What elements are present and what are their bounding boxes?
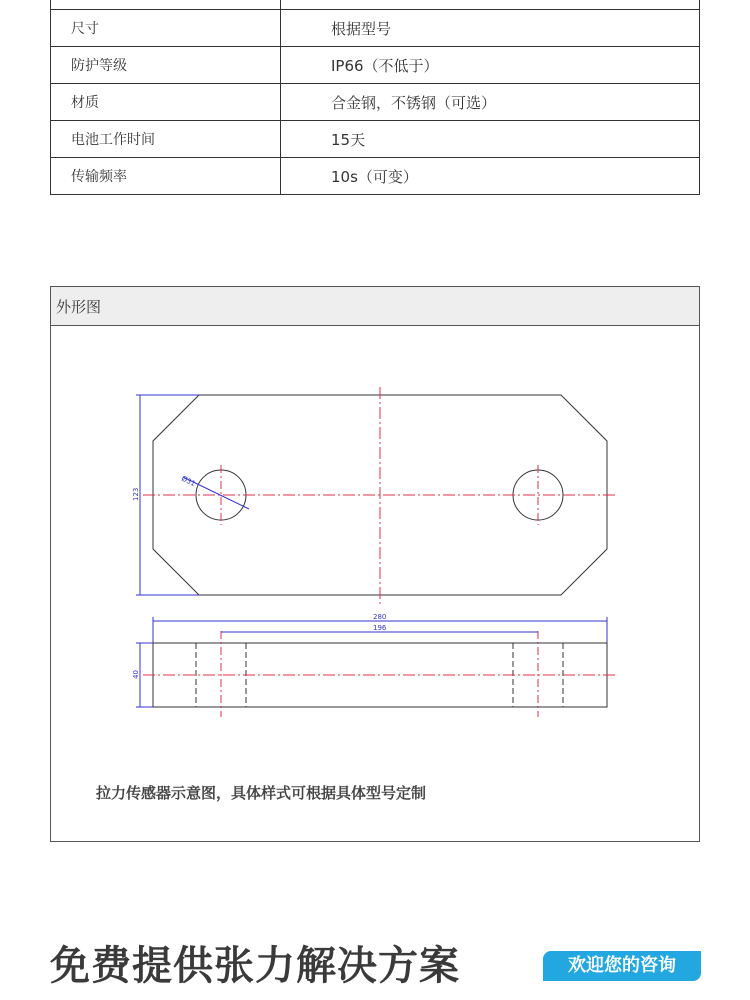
spec-value: 根据型号 (281, 10, 700, 47)
spec-value: IP66（不低于） (281, 47, 700, 84)
spec-label: 电池工作时间 (51, 121, 281, 158)
table-row (51, 84, 700, 121)
height-label: 123 (132, 487, 140, 501)
technical-drawing (51, 287, 699, 841)
spec-value: 合金钢，不锈钢（可选） (281, 84, 700, 121)
spec-label: 传输频率 (51, 158, 281, 195)
spec-label (51, 0, 281, 10)
consult-button[interactable]: 欢迎您的咨询 (543, 951, 701, 981)
spec-label: 材质 (51, 84, 281, 121)
figure-caption: 拉力传感器示意图，具体样式可根据具体型号定制 (96, 784, 427, 802)
thickness-label: 40 (132, 670, 140, 679)
spec-label: 尺寸 (51, 10, 281, 47)
spec-table (50, 0, 700, 195)
table-row (51, 121, 700, 158)
spec-label: 防护等级 (51, 47, 281, 84)
hole-diameter-label: Ø31 (180, 474, 197, 489)
hole-spacing-label: 196 (373, 624, 387, 632)
spec-value (281, 0, 700, 10)
figure-title: 外形图 (51, 287, 699, 326)
table-row (51, 47, 700, 84)
footer-title: 免费提供张力解决方案 (50, 943, 460, 989)
spec-value: 10s（可变） (281, 158, 700, 195)
table-row (51, 158, 700, 195)
overall-length-label: 280 (373, 613, 387, 621)
table-row (51, 0, 700, 10)
spec-value: 15天 (281, 121, 700, 158)
table-row (51, 10, 700, 47)
figure-panel (50, 286, 700, 842)
